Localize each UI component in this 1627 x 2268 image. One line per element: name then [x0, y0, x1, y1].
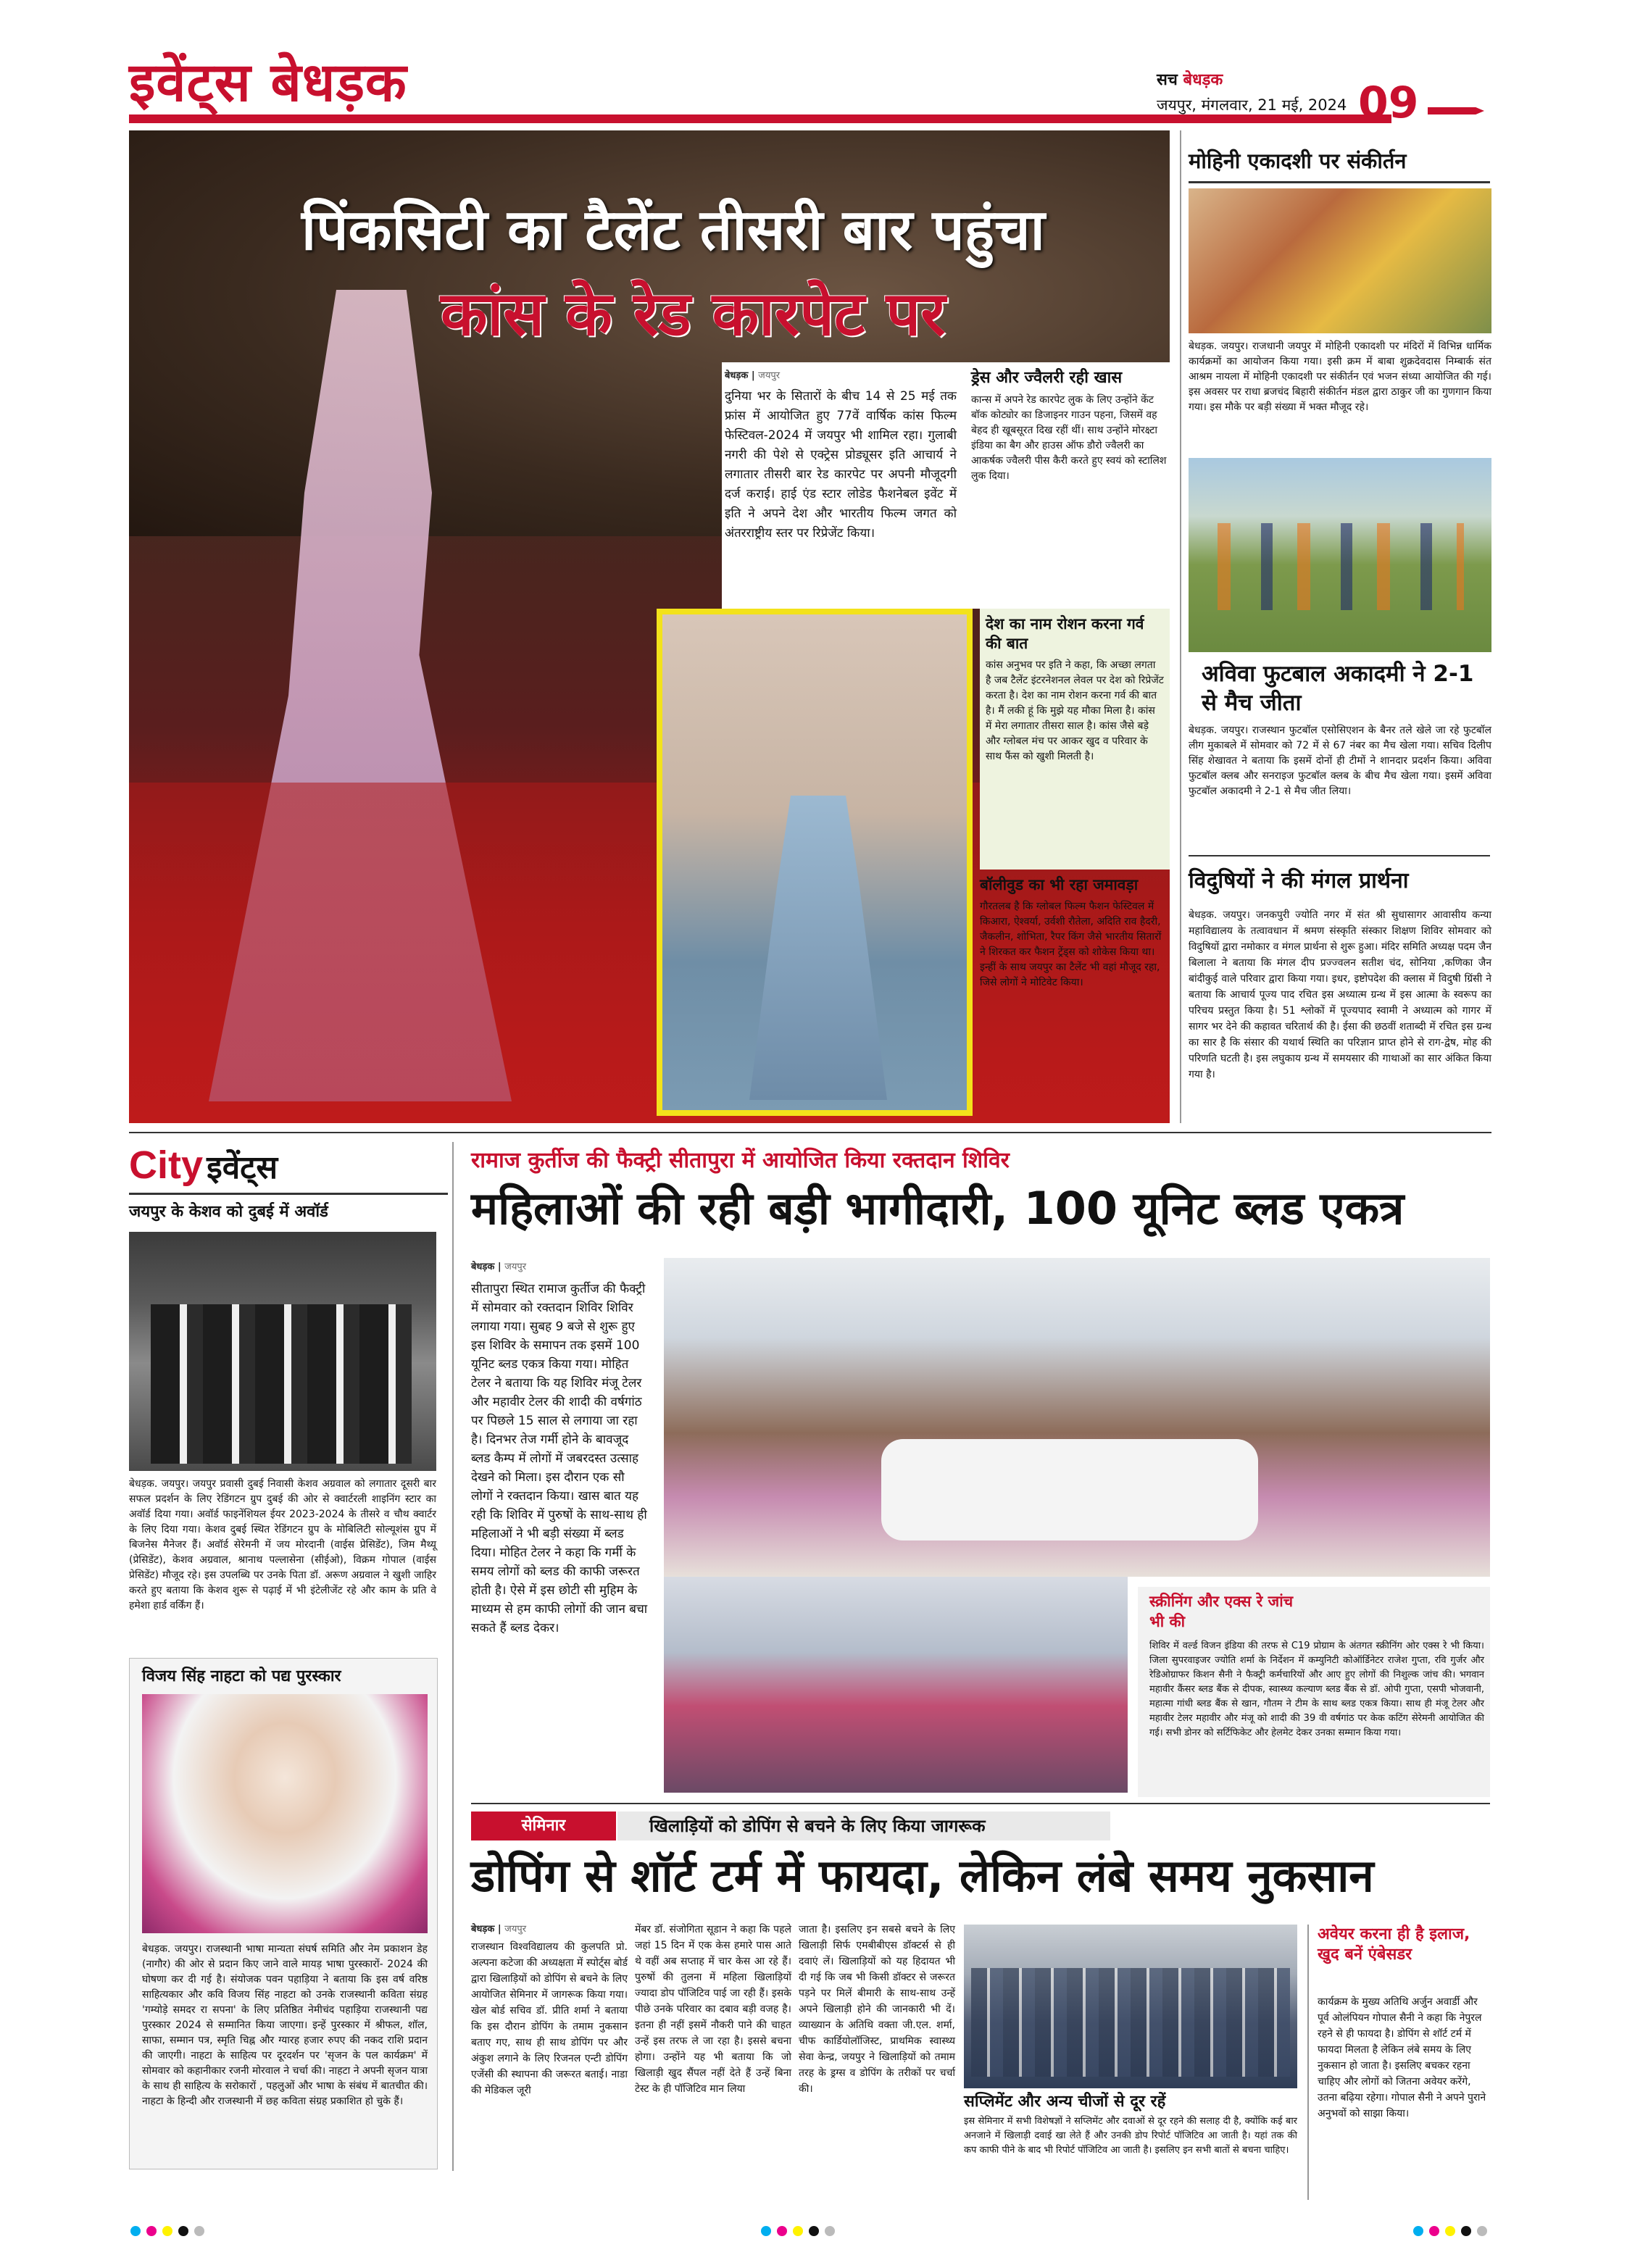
- sidebar-2-title: देश का नाम रोशन करना गर्व की बात: [986, 615, 1144, 652]
- inset-photo-frame: [657, 609, 973, 1116]
- lead-body: दुनिया भर के सितारों के बीच 14 से 25 मई तक फ्रांस में आयोजित हुए 77वें वार्षिक कांस फिल्म फेस्टिवल-2024 में जयपुर भी शामिल रहा। गुलाबी नगरी की पेशे से एक्ट्रेस प्रोड्यूसर इति आचार्य ने लगातार तीसरी बार रेड कारपेट पर अपनी मौजूदगी दर्ज कराई। हाई एंड स्टार लोडेड फैशनेबल इवेंट में इति ने अपने देश और भारतीय फिल्म जगत को अंतरराष्ट्रीय स्तर पर रिप्रेजेंट किया।: [725, 389, 957, 541]
- city-brand-rule: [129, 1193, 448, 1195]
- lead-headline-2: कांस के रेड कारपेट पर: [441, 278, 946, 349]
- nahata-title: विजय सिंह नाहटा को पद्य पुरस्कार: [142, 1667, 341, 1685]
- reg-dot-cyan-center: [761, 2226, 771, 2236]
- cake-cutting-photo: [664, 1577, 1128, 1793]
- doping-side-title: अवेयर करना ही है इलाज, खुद बनें एंबेसडर: [1318, 1925, 1470, 1964]
- doping-kicker: खिलाड़ियों को डोपिंग से बचने के लिए किया जागरूक: [649, 1816, 986, 1836]
- vidushi-rule: [1189, 855, 1490, 856]
- byline-place: जयपुर: [504, 1262, 527, 1272]
- inset-actress-dress: [749, 796, 887, 1100]
- doping-byline: बेधड़क | जयपुर: [471, 1924, 527, 1935]
- doping-caption-title: सप्लिमेंट और अन्य चीजों से दूर रहें: [964, 2093, 1166, 2111]
- city-col-divider: [452, 1142, 454, 2171]
- reg-dot-magenta-right: [1429, 2226, 1439, 2236]
- reg-dot-cyan-right: [1413, 2226, 1423, 2236]
- mohini-body: बेधड़क. जयपुर। राजधानी जयपुर में मोहिनी एकादशी पर मंदिरों में विभिन्न धार्मिक कार्यक्रमों का आयोजन किया गया। इसी क्रम में बाबा शुक्रदेवदास निम्बार्क संत आश्रम नायला में मोहिनी एकादशी पर संकीर्तन एवं भजन संध्या आयोजित की गई। इस अवसर पर राधा ब्रजचंद बिहारी संकीर्तन मंडल द्वारा ठाकुर जी का गुणगान किया गया। इस मौके पर बड़ी संख्या में भक्त मौजूद रहे।: [1189, 341, 1491, 413]
- right-col-divider: [1180, 130, 1181, 1123]
- reg-dot-gray-right: [1477, 2226, 1487, 2236]
- doping-caption-body: इस सेमिनार में सभी विशेषज्ञों ने सप्लिमेंट और दवाओं से दूर रहने की सलाह दी है, क्योंकि कई बार अनजाने में खिलाड़ी दवाई खा लेते हैं और उनकी डोप रिपोर्ट पॉजिटिव आ जाती है। यहां तक की कप काफी पीने के बाद भी रिपोर्ट पॉजिटिव आ जाती है। इसलिए इन सभी बातों से बचना चाहिए।: [964, 2116, 1297, 2156]
- reg-dot-magenta-center: [777, 2226, 787, 2236]
- paper-name-prefix: सच: [1157, 71, 1178, 89]
- paper-name: [1157, 71, 1223, 90]
- blood-caption-title: स्क्रीनिंग और एक्स रे जांच भी की: [1149, 1593, 1294, 1630]
- reg-dot-black-center: [809, 2226, 819, 2236]
- nahata-body: बेधड़क. जयपुर। राजस्थानी भाषा मान्यता संघर्ष समिति और नेम प्रकाशन डेह (नागौर) की ओर से प्रदान किए जाने वाले मायड़ भाषा पुरस्कारों- 2024 की घोषणा कर दी गई है। संयोजक पवन पहाड़िया ने बताया कि इस वर्ष वरिष्ठ साहित्यकार और कवि विजय सिंह नाहटा को उनके राजस्थानी कविता संग्रह 'गम्योड़े समदर रा सपना' के लिए प्रतिष्ठित नेमीचंद पहाड़िया राजस्थानी पद्य पुरस्कार 2024 से सम्मानित किया जाएगा। इन्हें पुरस्कार में श्रीफल, शॉल, साफा, सम्मान पत्र, स्मृति चिह्न और ग्यारह हजार रुपए की नकद राशि प्रदान की जाएगी। नाहटा के साहित्य पर दूरदर्शन पर 'सृजन के पल कार्यक्रम' में सोमवार को कहानीकार रजनी मोरवाल ने चर्चा की। नाहटा ने अपनी सृजन यात्रा के साथ ही साहित्य के सरोकारों , पहलुओं और भाषा के संबंध में बातचीत की। नाहटा के हिन्दी और राजस्थानी में छह कविता संग्रह प्रकाशित हो चुके हैं।: [142, 1943, 428, 2107]
- lead-sidebar-2: [980, 609, 1170, 870]
- blood-headline: महिलाओं की रही बड़ी भागीदारी, 100 यूनिट ब्लड एकत्र: [471, 1182, 1405, 1235]
- lead-byline: बेधड़क | जयपुर: [725, 370, 781, 381]
- city-brand-word: City: [129, 1143, 204, 1187]
- reg-dot-yellow-center: [793, 2226, 803, 2236]
- doping-col-3: जाता है। इसलिए इन सबसे बचने के लिए खिलाड़ी सिर्फ एमबीबीएस डॉक्टर्स से ही दवाएं लें। खिलाड़ियों को यह हिदायत भी दी गई कि जब भी किसी डॉक्टर से जरूरत पड़ने पर मिलें बीमारी के साथ-साथ उन्हें अपने खिलाड़ी होने की जानकारी भी दें। व्याख्यान के अतिथि वक्ता जी.एल. शर्मा, चीफ कार्डियोलॉजिस्ट, प्राथमिक स्वास्थ्य सेवा केन्द्र, जयपुर ने खिलाड़ियों को तमाम तरह के ड्रग्स व डोपिंग के तरीकों पर चर्चा की।: [799, 1924, 955, 2095]
- reg-dot-gray-center: [825, 2226, 835, 2236]
- doping-headline: डोपिंग से शॉर्ट टर्म में फायदा, लेकिन लंबे समय नुकसान: [471, 1849, 1374, 1902]
- doping-top-rule: [471, 1803, 1490, 1804]
- keshav-award-photo: [129, 1232, 436, 1471]
- mohini-title: मोहिनी एकादशी पर संकीर्तन: [1189, 149, 1407, 173]
- city-brand: [129, 1142, 278, 1198]
- paper-name-word: बेधड़क: [1183, 71, 1223, 89]
- sidebar-2-body: कांस अनुभव पर इति ने कहा, कि अच्छा लगता है जब टैलेंट इंटरनेशनल लेवल पर देश को रिप्रेजेंट करता है। देश का नाम रोशन करना गर्व की बात है। मैं लकी हूं कि मुझे यह मौका मिला है। कांस में मेरा लगातार तीसरा साल है। कांस जैसे बड़े और ग्लोबल मंच पर आकर खुद व परिवार के साथ फैंस को खुशी मिलती है।: [986, 659, 1164, 762]
- football-body: बेधड़क. जयपुर। राजस्थान फुटबॉल एसोसिएशन के बैनर तले खेले जा रहे फुटबॉल लीग मुकाबले में सोमवार को 72 में से 67 नंबर का मैच खेला गया। सचिव दिलीप सिंह शेखावत ने बताया कि इसमें दोनों ही टीमों ने शानदार प्रदर्शन किया। अविवा फुटबॉल क्लब और सनराइज फुटबॉल क्लब के बीच मैच खेला गया। इसमें अविवा फुटबॉल अकादमी ने 2-1 से मैच जीत लिया।: [1189, 725, 1491, 797]
- reg-dot-black-left: [178, 2226, 188, 2236]
- blood-body: सीतापुरा स्थित रामाज कुर्तीज की फैक्ट्री में सोमवार को रक्तदान शिविर शिविर लगाया गया। सुबह 9 बजे से शुरू हुए इस शिविर के समापन तक इसमें 100 यूनिट ब्लड एकत्र किया गया। मोहित टेलर ने बताया कि यह शिविर मंजू टेलर और महावीर टेलर की शादी की वर्षगांठ पर पिछले 15 साल से लगाया जा रहा है। दिनभर तेज गर्मी होने के बावजूद ब्लड कैम्प में लोगों में जबरदस्त उत्साह देखने को मिला। इस दौरान एक सौ लोगों ने रक्तदान किया। खास बात यह रही कि शिविर में पुरुषों के साथ-साथ ही महिलाओं ने भी बड़ी संख्या में ब्लड दिया। मोहित टेलर ने कहा कि गर्मी के समय लोगों को ब्लड की काफी जरूरत होती है। ऐसे में इस छोटी सी मुहिम के माध्यम से हम काफी लोगों की जान बचा सकते हैं ब्लड देकर।: [471, 1282, 648, 1635]
- blood-kicker: रामाज कुर्तीज की फैक्ट्री सीतापुरा में आयोजित किया रक्तदान शिविर: [471, 1148, 1010, 1173]
- doping-col-2: मेंबर डॉ. संजोगिता सूडान ने कहा कि पहले जहां 15 दिन में एक केस हमारे पास आते थे वहीं अब सप्ताह में चार केस आ रहे हैं। पुरुषों की तुलना में महिला खिलाड़ियों ज्यादा डोप पॉजिटिव पाई जा रही हैं। इसके पीछे उनके परिवार का दबाव बड़ी वजह है। इतना ही नहीं इसमें नौकरी पाने की चाहत उन्हें इस तरफ ले जा रहा है। इससे बचना होगा। उन्होंने यह भी बताया कि जो खिलाड़ी खुद सैंपल नहीं देते हैं उन्हें बिना टेस्ट के ही पॉजिटिव मान लिया: [635, 1924, 791, 2095]
- blood-caption-body: शिविर में वर्ल्ड विजन इंडिया की तरफ से C19 प्रोग्राम के अंतगत स्क्रीनिंग ओर एक्स रे भी किया। जिला सुपरवाइजर ज्योति शर्मा के निर्देशन में कम्युनिटी कोऑर्डिनेटर राजेश गुप्ता, रवि गुर्जर और रेडिओग्राफर किशन सैनी ने फैक्ट्री कर्मचारियों और आए हुए लोगों की निशुल्क जांच की। भगवान महावीर कैंसर ब्लड बैंक से दीपक, स्वास्थ्य कल्याण ब्लड बैंक से डॉ. ओपी गुप्ता, एसपी भोजवानी, महात्मा गांधी ब्लड बैंक से खान, गौतम ने टीम के साथ ब्लड एकत्र किया। साथ ही मंजू टेलर और महावीर टेलर महावीर और मंजू को शादी की 39 वी वर्षगांठ पर केक कटिंग सेरेमनी आयोजित की गई। सभी डोनर को सर्टिफिकेट और हेलमेट देकर उनका सम्मान किया गया।: [1149, 1640, 1484, 1738]
- pen-icon: [1428, 107, 1484, 114]
- reg-dot-yellow-left: [162, 2226, 172, 2236]
- keshav-body: बेधड़क. जयपुर। जयपुर प्रवासी दुबई निवासी केशव अग्रवाल को लगातार दूसरी बार सफल प्रदर्शन के लिए रेडिंगटन ग्रुप दुबई की ओर से क्वार्टरली शाइनिंग स्टार का अवॉर्ड दिया गया। अवॉर्ड फाइनेंशियल ईयर 2023-2024 के तीसरे व चौथ क्वार्टर के लिए दिया गया। केशव दुबई स्थित रेडिंगटन ग्रुप के मोबिलिटी सोल्यूशंस ग्रुप में बिजनेस मैनेजर हैं। अवॉर्ड सेरेमनी में जय मोरदानी (वाईस प्रेसिडेंट), जिम मैथ्यू (प्रेसिडेंट), केशव अग्रवाल, श्रानाथ पल्लासेना (सीईओ), विक्रम गोपाल (वाईस प्रेसिडेंट) मौजूद रहे। इस उपलब्धि पर उनके पिता डॉ. अरूण अग्रवाल ने खुशी जाहिर करते हुए बताया कि केशव शुरू से पढ़ाई में भी इंटेलीजेंट रहे और काम के प्रति वे हमेशा हार्ड वर्किंग हैं।: [129, 1478, 436, 1612]
- blood-byline: बेधड़क | जयपुर: [471, 1262, 527, 1272]
- football-photo: [1189, 458, 1491, 652]
- reg-dot-black-right: [1461, 2226, 1471, 2236]
- reg-dot-gray-left: [194, 2226, 204, 2236]
- mohini-photo: [1189, 188, 1491, 333]
- lead-sidebar-3: [980, 875, 1170, 991]
- blood-group-photo: [664, 1258, 1490, 1577]
- masthead-red-bar: [129, 114, 1391, 123]
- football-title: अविवा फुटबाल अकादमी ने 2-1 से मैच जीता: [1202, 661, 1474, 716]
- reg-dot-yellow-right: [1445, 2226, 1455, 2236]
- byline-place: जयपुर: [504, 1924, 527, 1935]
- sidebar-3-title: बॉलीवुड का भी रहा जमावड़ा: [980, 876, 1139, 893]
- section-title: इवेंट्स बेधड़क: [129, 51, 407, 114]
- nahata-portrait: [142, 1694, 428, 1933]
- reg-dot-magenta-left: [146, 2226, 157, 2236]
- sidebar-1-body: कान्स में अपने रेड कारपेट लुक के लिए उन्होंने केंट बॉक कोट्योर का डिजाइनर गाउन पहना, जिसमें वह बेहद ही खूबसूरत दिख रहीं थीं। साथ उन्होंने मोरक्ष्टा इंडिया का बैग और हाउस ऑफ डौरो ज्वैलरी का आकर्षक ज्वैलरी पीस कैरी करते हुए स्वयं को स्टालिश लुक दिया।: [971, 394, 1167, 482]
- sidebar-3-body: गौरतलब है कि ग्लोबल फिल्म फैशन फेस्टिवल में किआरा, ऐश्वर्या, उर्वशी रौतेला, अदिति राव हैदरी, जैकलीन, शोभिता, रैपर किंग जैसे भारतीय सितारों ने शिरकत कर फैशन ट्रेंड्स को शोकेस किया था। इन्हीं के साथ जयपुर का टैलेंट भी वहां मौजूद रहा, जिसे लोगों ने मोटिवेट किया।: [980, 901, 1162, 988]
- date-line: जयपुर, मंगलवार, 21 मई, 2024: [1157, 96, 1347, 114]
- reg-dot-cyan-left: [130, 2226, 141, 2236]
- sidebar-1-title: ड्रेस और ज्वैलरी रही खास: [971, 369, 1123, 387]
- vidushi-title: विदुषियों ने की मंगल प्रार्थना: [1189, 868, 1409, 893]
- city-brand-events: इवेंट्स: [207, 1149, 278, 1186]
- lead-sidebar-1: [971, 368, 1168, 484]
- doping-tag: सेमिनार: [471, 1812, 616, 1840]
- donor-bed: [881, 1439, 1258, 1541]
- doping-side-body: कार्यक्रम के मुख्य अतिथि अर्जुन अवार्डी और पूर्व ओलंपियन गोपाल सैनी ने कहा कि नेपुरल रहने से ही फायदा है। डोपिंग से शॉर्ट टर्म में फायदा मिलता है लेकिन लंबे समय के लिए नुकसान हो जाता है। इसलिए बचकर रहना चाहिए और लोगों को जितना अवेयर करेंगे, उतना बढ़िया रहेगा। गोपाल सैनी ने अपने पुराने अनुभवों को साझा किया।: [1318, 1996, 1486, 2119]
- seminar-group-photo: [964, 1925, 1297, 2088]
- football-players: [1218, 523, 1464, 610]
- lead-headline-1: पिंकसिटी का टैलेंट तीसरी बार पहुंचा: [301, 198, 1045, 263]
- byline-place: जयपुर: [758, 370, 781, 381]
- award-people: [151, 1304, 412, 1464]
- seminar-audience: [971, 1968, 1290, 2077]
- mohini-title-rule: [1189, 181, 1490, 183]
- doping-col-1: राजस्थान विश्वविद्यालय की कुलपति प्रो. अल्पना कटेजा की अध्यक्षता में स्पोर्ट्स बोर्ड द्वारा खिलाड़ियों को डोपिंग से बचने के लिए आयोजित सेमिनार में जागरूक किया गया। खेल बोर्ड सचिव डॉ. प्रीति शर्मा ने बताया कि इस दौरान डोपिंग के तमाम नुकसान बताए गए, साथ ही साथ डोपिंग पर और अंकुश लगाने के लिए रिजनल एन्टी डोपिंग एजेंसी की स्थापना की जरूरत बताई। नाडा की मेडिकल जूरी: [471, 1941, 628, 2096]
- mid-page-rule: [129, 1132, 1491, 1133]
- doping-side-divider: [1307, 1925, 1309, 2200]
- page-number: 09: [1358, 78, 1419, 128]
- keshav-title: जयपुर के केशव को दुबई में अवॉर्ड: [129, 1203, 328, 1221]
- byline-name: बेधड़क: [471, 1262, 495, 1272]
- byline-name: बेधड़क: [471, 1924, 495, 1935]
- byline-name: बेधड़क: [725, 370, 749, 381]
- vidushi-body: बेधड़क. जयपुर। जनकपुरी ज्योति नगर में संत श्री सुधासागर आवासीय कन्या महाविद्यालय के तत्वावधान में श्रमण संस्कृति संस्कार शिक्षण शिविर सोमवार को विदुषियों द्वारा नमोकार व मंगल प्रार्थना से शुरू हुआ। मंदिर समिति अध्यक्ष पदम जैन बिलाला ने बताया कि मंगल दीप प्रज्ज्वलन सतीश चंद, सोनिया ,कणिका जैन बांदीकुई वाले परिवार द्वारा किया गया। इधर, इष्टोपदेश की क्लास में विदुषी ग्रिंसी ने बताया कि आचार्य पूज्य पाद रचित इस अध्यात्म ग्रन्थ में इस आत्मा के स्वरूप का परिचय प्रस्तुत किया है। 51 श्लोकों में पूज्यपाद स्वामी ने अध्यात्म को गागर में सागर भर देने की कहावत चरितार्थ की है। ईसा की छठवीं शताब्दी में रचित इस ग्रन्थ का सार है कि संसार की यथार्थ स्थिति का परिज्ञान प्राप्त होने से राग-द्वेष, मोह की परिणति घटती है। इस लघुकाय ग्रन्थ में समयसार की गाथाओं का सार अंकित किया गया है।: [1189, 909, 1491, 1080]
